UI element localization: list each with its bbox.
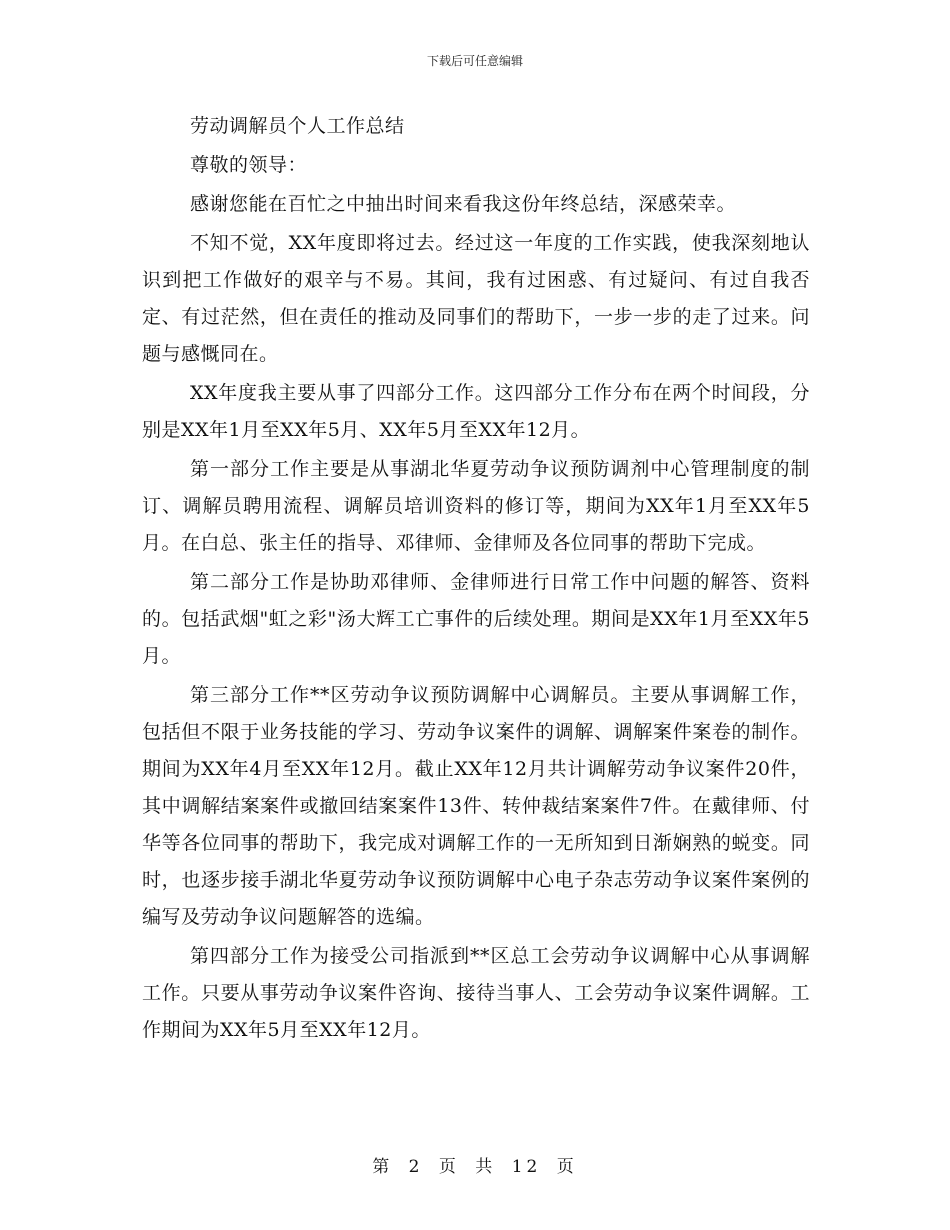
paragraph: 感谢您能在百忙之中抽出时间来看我这份年终总结，深感荣幸。 — [190, 193, 737, 215]
paragraph: 第一部分工作主要是从事湖北华夏劳动争议预防调剂中心管理制度的制订、调解员聘用流程、调解员培训资料的修订等，期间为XX年1月至XX年5月。在白总、张主任的指导、邓律师、金律师及各位同事的帮助下完成。 — [142, 458, 810, 554]
paragraph: 不知不觉，XX年度即将过去。经过这一年度的工作实践，使我深刻地认识到把工作做好的艰辛与不易。其间，我有过困惑、有过疑问、有过自我否定、有过茫然，但在责任的推动及同事们的帮助下，一步一步的走了过来。问题与感慨同在。 — [142, 232, 810, 365]
paragraph: 第四部分工作为接受公司指派到**区总工会劳动争议调解中心从事调解工作。只要从事劳动争议案件咨询、接待当事人、工会劳动争议案件调解。工作期间为XX年5月至XX年12月。 — [142, 945, 810, 1041]
page-number-footer: 第 2 页 共 12 页 — [372, 1157, 578, 1177]
paragraph: 第三部分工作**区劳动争议预防调解中心调解员。主要从事调解工作，包括但不限于业务技能的学习、劳动争议案件的调解、调解案件案卷的制作。期间为XX年4月至XX年12月。截止XX年12月共计调解劳动争议案件20件，其中调解结案案件或撤回结案案件13件、转仲裁结案案件7件。在戴律师、付华等各位同事的帮助下，我完成对调解工作的一无所知到日渐娴熟的蜕变。同时，也逐步接手湖北华夏劳动争议预防调解中心电子杂志劳动争议案件案例的编写及劳动争议问题解答的选编。 — [142, 684, 810, 928]
document-body — [142, 108, 810, 1051]
salutation: 尊敬的领导： — [190, 154, 308, 176]
page-header: 下载后可任意编辑 — [426, 54, 523, 68]
paragraph: 第二部分工作是协助邓律师、金律师进行日常工作中问题的解答、资料的。包括武烟"虹之彩"汤大辉工亡事件的后续处理。期间是XX年1月至XX年5月。 — [142, 571, 810, 667]
document-title: 劳动调解员个人工作总结 — [190, 115, 405, 137]
paragraph: XX年度我主要从事了四部分工作。这四部分工作分布在两个时间段，分别是XX年1月至XX年5月、XX年5月至XX年12月。 — [142, 382, 810, 441]
